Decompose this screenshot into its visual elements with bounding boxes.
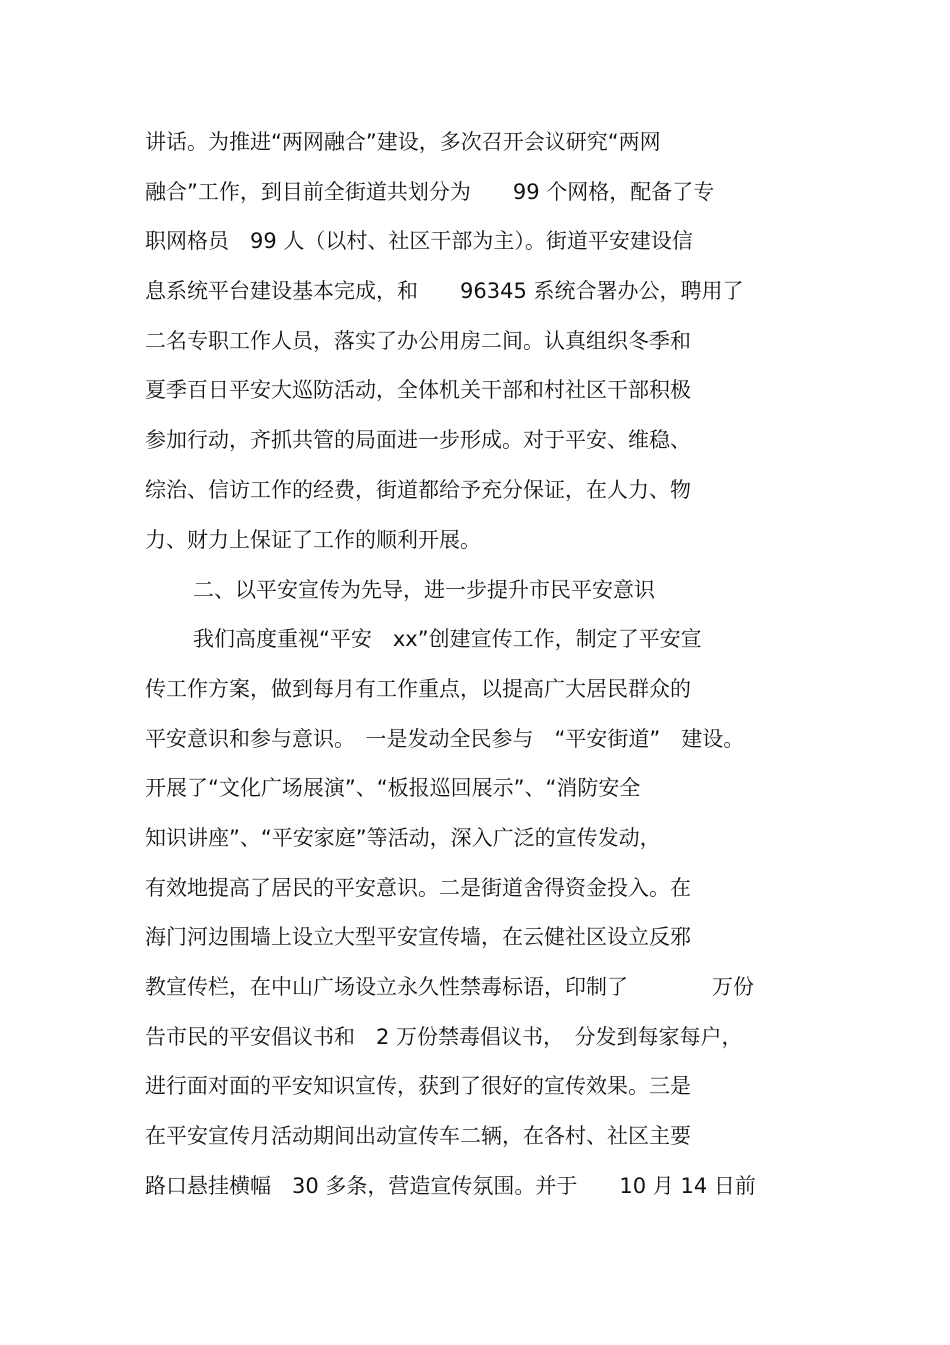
text-line-13: 平安意识和参与意识。 一是发动全民参与 “平安街道” 建设。	[145, 727, 745, 751]
text-line-20: 进行面对面的平安知识宣传，获到了很好的宣传效果。三是	[145, 1074, 691, 1098]
section-heading: 二、以平安宣传为先导，进一步提升市民平安意识	[193, 578, 655, 602]
text-line-6: 夏季百日平安大巡防活动，全体机关干部和村社区干部积极	[145, 378, 691, 402]
text-line-5: 二名专职工作人员，落实了办公用房二间。认真组织冬季和	[145, 329, 691, 353]
text-line-1: 讲话。为推进“两网融合”建设，多次召开会议研究“两网	[145, 130, 661, 154]
text-line-19: 告市民的平安倡议书和 2 万份禁毒倡议书， 分发到每家每户，	[145, 1025, 743, 1049]
text-line-17: 海门河边围墙上设立大型平安宣传墙，在云健社区设立反邪	[145, 925, 691, 949]
text-line-3: 职网格员 99 人（以村、社区干部为主）。街道平安建设信	[145, 229, 693, 253]
text-line-12: 传工作方案，做到每月有工作重点，以提高广大居民群众的	[145, 677, 691, 701]
text-line-11: 我们高度重视“平安 xx”创建宣传工作，制定了平安宣	[193, 627, 702, 651]
text-line-8: 综治、信访工作的经费，街道都给予充分保证，在人力、物	[145, 478, 691, 502]
text-line-9: 力、财力上保证了工作的顺利开展。	[145, 528, 481, 552]
text-line-16: 有效地提高了居民的平安意识。二是街道舍得资金投入。在	[145, 876, 691, 900]
text-line-15: 知识讲座”、“平安家庭”等活动，深入广泛的宣传发动，	[145, 826, 661, 850]
text-line-4: 息系统平台建设基本完成，和 96345 系统合署办公，聘用了	[145, 279, 744, 303]
text-line-22: 路口悬挂横幅 30 多条，营造宣传氛围。并于 10 月 14 日前	[145, 1174, 756, 1198]
text-line-2: 融合”工作，到目前全街道共划分为 99 个网格，配备了专	[145, 180, 715, 204]
text-line-21: 在平安宣传月活动期间出动宣传车二辆，在各村、社区主要	[145, 1124, 691, 1148]
text-line-7: 参加行动，齐抓共管的局面进一步形成。对于平安、维稳、	[145, 428, 691, 452]
text-line-14: 开展了“文化广场展演”、“板报巡回展示”、“消防安全	[145, 776, 641, 800]
text-line-18: 教宣传栏，在中山广场设立永久性禁毒标语，印制了 万份	[145, 975, 754, 999]
